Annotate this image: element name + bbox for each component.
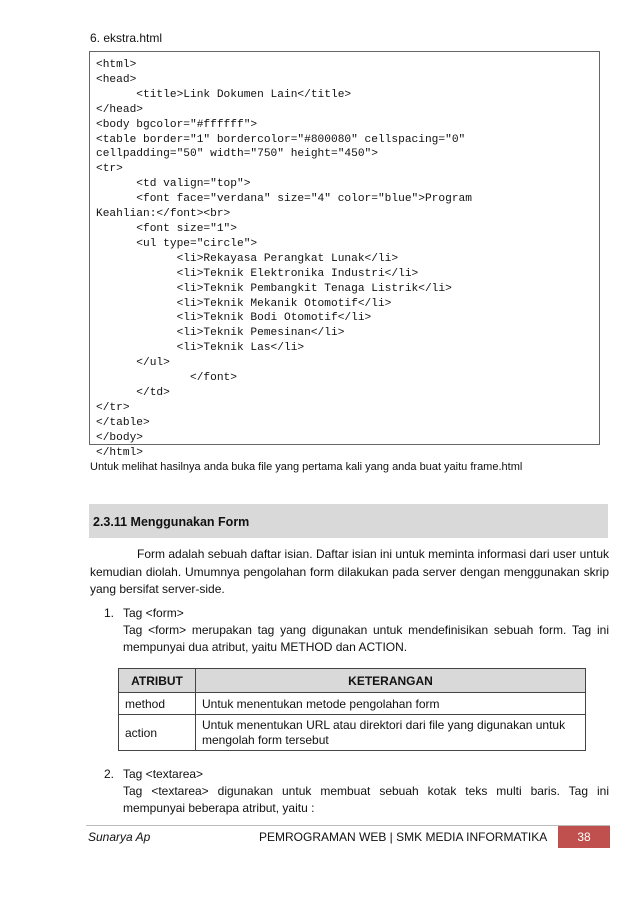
code-line: </ul> [96, 357, 170, 370]
page-footer [86, 825, 610, 848]
code-line: <li>Teknik Bodi Otomotif</li> [96, 312, 372, 325]
table-row [119, 715, 586, 751]
page-number: 38 [558, 826, 610, 848]
table-cell: Untuk menentukan metode pengolahan form [196, 693, 586, 715]
code-line: <li>Rekayasa Perangkat Lunak</li> [96, 252, 399, 265]
code-line: </html> [96, 446, 143, 459]
code-line: <head> [96, 73, 137, 86]
code-line: </tr> [96, 401, 130, 414]
table-row [119, 693, 586, 715]
attribute-table [118, 668, 586, 751]
intro-paragraph [90, 546, 609, 599]
instruction-note: Untuk melihat hasilnya anda buka file yang pertama kali yang anda buat yaitu frame.html [90, 461, 523, 473]
table-header-cell: ATRIBUT [119, 669, 196, 693]
code-line: <td valign="top"> [96, 178, 251, 191]
code-line: </body> [96, 431, 143, 444]
list-item-title: Tag <textarea> [123, 767, 204, 781]
code-line: </font> [96, 372, 237, 385]
code-line: <li>Teknik Mekanik Otomotif</li> [96, 297, 392, 310]
code-line: <li>Teknik Elektronika Industri</li> [96, 267, 419, 280]
list-item-text: Tag <form> merupakan tag yang digunakan untuk mendefinisikan sebuah form. Tag ini mempunyai dua atribut, yaitu METHOD dan ACTION. [123, 623, 609, 654]
code-block [89, 51, 600, 459]
code-line: </head> [96, 103, 143, 116]
code-line: <tr> [96, 163, 123, 176]
code-line: </td> [96, 386, 170, 399]
table-cell: method [119, 693, 196, 715]
file-title: 6. ekstra.html [90, 31, 163, 45]
intro-paragraph-text: Form adalah sebuah daftar isian. Daftar isian ini untuk meminta informasi dari user untuk kemudian diolah. Umumnya pengolahan form dilakukan pada server dengan menggunakan skrip yang bersifat server-side. [90, 547, 609, 596]
list-number: 1. [104, 606, 115, 620]
section-heading: 2.3.11 Menggunakan Form [89, 504, 608, 538]
code-line: <li>Teknik Pemesinan</li> [96, 327, 345, 340]
table-header-row [119, 669, 586, 693]
code-line: <title>Link Dokumen Lain</title> [96, 88, 352, 101]
code-line: <table border="1" bordercolor="#800080" cellspacing="0" [96, 133, 466, 146]
table-cell: Untuk menentukan URL atau direktori dari file yang digunakan untuk mengolah form tersebut [196, 715, 586, 751]
code-line: cellpadding="50" width="750" height="450"> [96, 148, 378, 161]
code-line: <html> [96, 59, 137, 71]
code-line: Keahlian:</font><br> [96, 208, 231, 221]
code-line: </table> [96, 416, 150, 429]
list-number: 2. [104, 767, 115, 781]
code-line: <body bgcolor="#ffffff"> [96, 118, 258, 131]
footer-course-title: PEMROGRAMAN WEB | SMK MEDIA INFORMATIKA [259, 830, 548, 844]
code-line: <ul type="circle"> [96, 237, 258, 250]
list-item-text: Tag <textarea> digunakan untuk membuat sebuah kotak teks multi baris. Tag ini mempunyai beberapa atribut, yaitu : [123, 784, 609, 815]
code-line: <li>Teknik Las</li> [96, 342, 305, 355]
list-item-title: Tag <form> [123, 606, 184, 620]
footer-author: Sunarya Ap [88, 830, 151, 844]
table-header-cell: KETERANGAN [196, 669, 586, 693]
code-line: <font face="verdana" size="4" color="blue">Program [96, 193, 472, 206]
code-line: <font size="1"> [96, 222, 237, 235]
table-cell: action [119, 715, 196, 751]
code-line: <li>Teknik Pembangkit Tenaga Listrik</li> [96, 282, 452, 295]
